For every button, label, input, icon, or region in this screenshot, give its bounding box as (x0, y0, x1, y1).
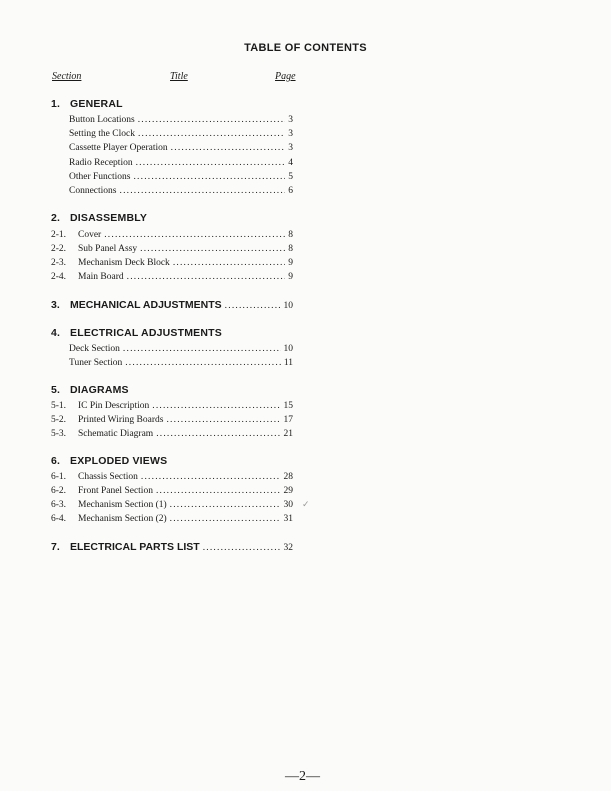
toc-entry[interactable]: 6-2. Front Panel Section ..... 29 (51, 485, 293, 497)
toc-entry[interactable]: Deck Section ..... 10 (69, 343, 293, 355)
section-heading-disassembly (51, 212, 147, 224)
toc-entry[interactable]: 2-2. Sub Panel Assy ..... 8 (51, 243, 293, 255)
toc-entry[interactable]: 6-3. Mechanism Section (1) ..... 30 (51, 499, 293, 511)
page-ref: 10 (283, 301, 293, 311)
pencil-tick-mark: ✓ (302, 499, 310, 509)
section-title: DISASSEMBLY (70, 212, 148, 224)
section-number: 1. (51, 98, 61, 110)
section-title: MECHANICAL ADJUSTMENTS (70, 299, 222, 311)
section-title: ELECTRICAL PARTS LIST (70, 541, 200, 553)
toc-entry[interactable]: Setting the Clock ..... 3 (69, 128, 293, 140)
toc-entry[interactable]: 2-1. Cover ..... 8 (51, 229, 293, 241)
section-heading-electrical-adjustments (51, 327, 222, 339)
section-title: DIAGRAMS (70, 384, 129, 396)
section-number: 4. (51, 327, 61, 339)
toc-entry[interactable]: 5-3. Schematic Diagram ..... 21 (51, 428, 293, 440)
section-number: 5. (51, 384, 61, 396)
section-number: 3. (51, 299, 60, 311)
toc-entry[interactable]: 2-3. Mechanism Deck Block ..... 9 (51, 257, 293, 269)
section-number: 2. (51, 212, 61, 224)
toc-entry[interactable]: Other Functions ..... 5 (69, 171, 293, 183)
toc-entry[interactable]: 6-4. Mechanism Section (2) ..... 31 (51, 513, 293, 525)
column-header-page: Page (275, 71, 296, 82)
toc-entry[interactable]: Button Locations ..... 3 (69, 114, 293, 126)
toc-entry[interactable]: 6-1. Chassis Section ..... 28 (51, 471, 293, 483)
section-number: 6. (51, 455, 61, 467)
toc-entry[interactable]: Tuner Section ..... 11 (69, 357, 293, 369)
page-ref: 32 (283, 543, 293, 553)
section-heading-general (51, 98, 123, 110)
toc-entry[interactable]: 2-4. Main Board ..... 9 (51, 271, 293, 283)
toc-entry-mechanical-adjustments[interactable] (51, 299, 293, 311)
toc-entry[interactable]: Radio Reception ..... 4 (69, 157, 293, 169)
section-title: GENERAL (70, 98, 123, 110)
section-number: 7. (51, 541, 60, 553)
section-title: EXPLODED VIEWS (70, 455, 168, 467)
page-number: —2— (285, 769, 320, 784)
page-title: TABLE OF CONTENTS (244, 42, 367, 54)
column-header-title: Title (170, 71, 188, 82)
section-heading-exploded-views (51, 455, 167, 467)
toc-entry[interactable]: 5-2. Printed Wiring Boards ..... 17 (51, 414, 293, 426)
toc-entry[interactable]: 5-1. IC Pin Description ..... 15 (51, 400, 293, 412)
toc-entry-electrical-parts-list[interactable] (51, 541, 293, 553)
toc-entry[interactable]: Connections ..... 6 (69, 185, 293, 197)
section-heading-diagrams (51, 384, 129, 396)
toc-entry[interactable]: Cassette Player Operation ..... 3 (69, 142, 293, 154)
section-title: ELECTRICAL ADJUSTMENTS (70, 327, 222, 339)
column-header-section: Section (52, 71, 82, 82)
